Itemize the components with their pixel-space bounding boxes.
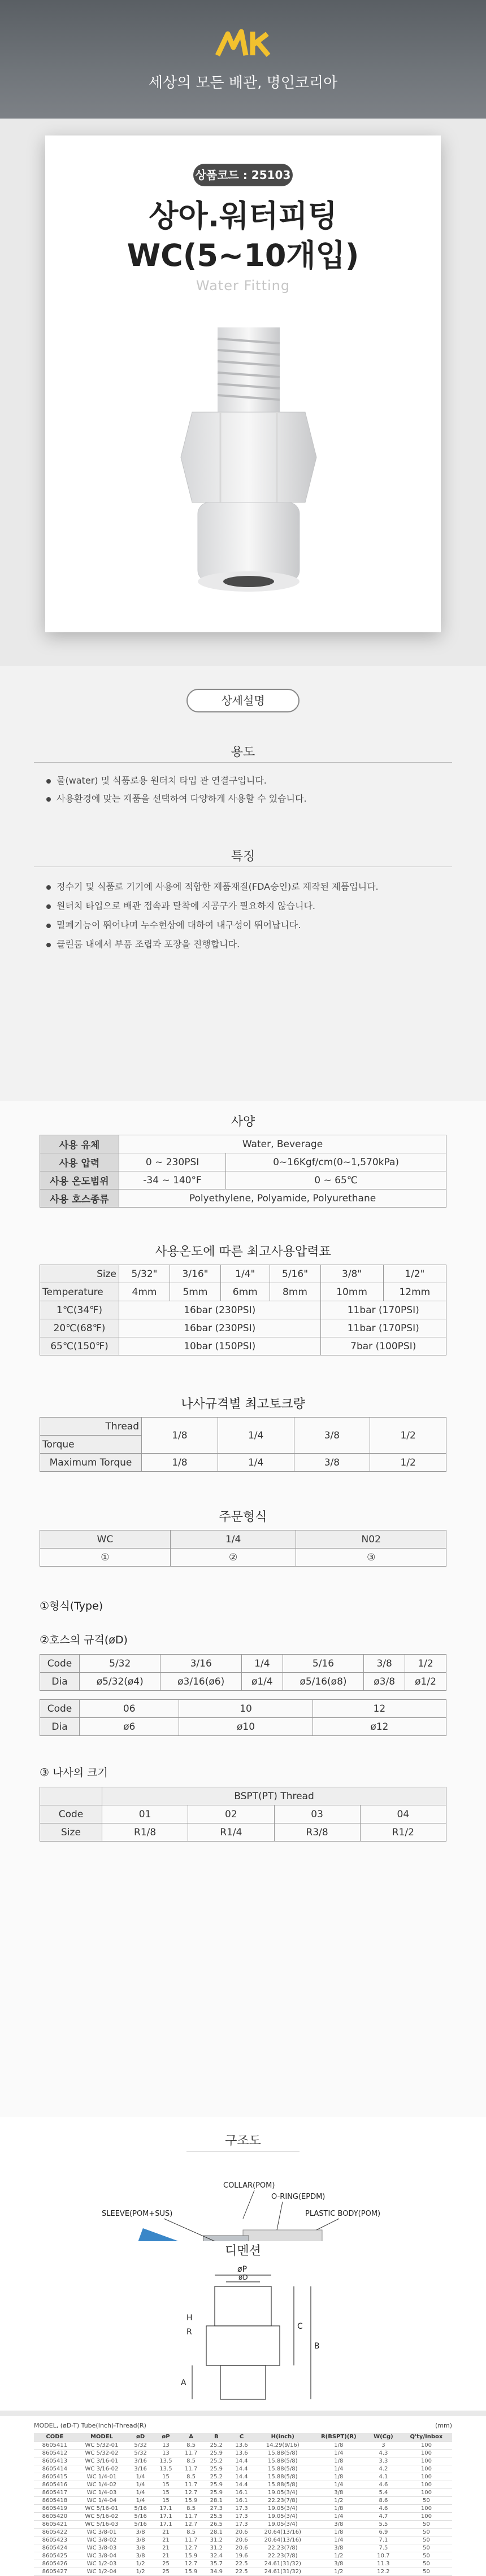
table-cell: 11.3 xyxy=(366,2560,401,2568)
table-row xyxy=(34,2473,452,2481)
feature-item: 원터치 타입으로 배관 접속과 탈착에 지공구가 필요하지 않습니다. xyxy=(46,899,315,912)
table-cell: 50 xyxy=(401,2520,452,2528)
table-cell: 31.2 xyxy=(203,2536,229,2544)
table-cell: 15 xyxy=(153,2481,179,2488)
table-cell: 14.4 xyxy=(229,2481,254,2488)
spec-title: 사양 xyxy=(231,1115,255,1129)
table-cell: 5/32 xyxy=(128,2441,153,2449)
thread-label: ③ 나사의 크기 xyxy=(40,1766,108,1779)
feature-item: 클린룸 내에서 부품 조립과 포장을 진행합니다. xyxy=(46,937,240,950)
label-sleeve: SLEEVE(POM+SUS) xyxy=(102,2210,173,2218)
table-cell: 4.1 xyxy=(366,2473,401,2481)
table-cell: 21 xyxy=(153,2552,179,2560)
table-cell: 1/2 xyxy=(128,2560,153,2568)
table-cell: 8605419 xyxy=(34,2504,76,2512)
table-cell: 19.6 xyxy=(229,2552,254,2560)
table-cell: 1/8 xyxy=(311,2441,366,2449)
svg-text:A: A xyxy=(181,2378,186,2387)
table-cell: 32.4 xyxy=(203,2552,229,2560)
model-header-cell: øP xyxy=(153,2433,179,2441)
detail-badge: 상세설명 xyxy=(186,689,300,712)
table-cell: 13.6 xyxy=(229,2449,254,2457)
table-cell: 22.23(7/8) xyxy=(254,2544,311,2552)
table-cell: 3/8 xyxy=(128,2528,153,2536)
svg-text:øD: øD xyxy=(238,2273,248,2281)
detail-section xyxy=(0,666,486,1101)
table-cell: 13.6 xyxy=(229,2441,254,2449)
table-cell: 8605411 xyxy=(34,2441,76,2449)
table-cell: 22.5 xyxy=(229,2560,254,2568)
table-cell: 5.5 xyxy=(366,2520,401,2528)
table-cell: 4.6 xyxy=(366,2504,401,2512)
table-cell: 31.2 xyxy=(203,2544,229,2552)
table-cell: 24.61(31/32) xyxy=(254,2560,311,2568)
table-cell: 15 xyxy=(153,2496,179,2504)
table-cell: 5/16 xyxy=(128,2520,153,2528)
table-cell: 11.7 xyxy=(179,2481,204,2488)
table-cell: 1/8 xyxy=(311,2528,366,2536)
table-cell: 20.64(13/16) xyxy=(254,2528,311,2536)
model-table xyxy=(34,2433,452,2576)
svg-text:H: H xyxy=(186,2313,193,2323)
model-header-cell: A xyxy=(179,2433,204,2441)
table-cell: 11.7 xyxy=(179,2465,204,2473)
table-cell: 4.2 xyxy=(366,2465,401,2473)
usage-item: 물(water) 및 식품로용 원터치 타입 관 연결구입니다. xyxy=(46,773,267,786)
table-cell: 25 xyxy=(153,2568,179,2575)
table-cell: 3/8 xyxy=(311,2520,366,2528)
table-row xyxy=(34,2481,452,2488)
table-cell: 8.6 xyxy=(366,2496,401,2504)
table-cell: 1/4 xyxy=(311,2536,366,2544)
table-cell: 15.9 xyxy=(179,2568,204,2575)
table-cell: 5/32 xyxy=(128,2449,153,2457)
table-cell: 8.5 xyxy=(179,2441,204,2449)
table-row xyxy=(34,2520,452,2528)
model-caption: MODEL, (øD-T) Tube(Inch)-Thread(R) xyxy=(34,2422,146,2429)
table-cell: 21 xyxy=(153,2528,179,2536)
table-cell: WC 5/16-02 xyxy=(76,2512,128,2520)
table-cell: WC 3/8-02 xyxy=(76,2536,128,2544)
table-cell: 100 xyxy=(401,2512,452,2520)
table-cell: 5/16 xyxy=(128,2512,153,2520)
table-cell: 1/2 xyxy=(128,2568,153,2575)
table-cell: 35.7 xyxy=(203,2560,229,2568)
table-cell: 25.5 xyxy=(203,2512,229,2520)
table-cell: 50 xyxy=(401,2544,452,2552)
table-cell: 28.1 xyxy=(203,2496,229,2504)
label-body: PLASTIC BODY(POM) xyxy=(305,2210,381,2218)
hose-table-mm: Code 06 10 12 Dia ø6 ø10 ø12 xyxy=(40,1699,446,1736)
torque-title: 나사규격별 최고토크량 xyxy=(181,1397,305,1411)
table-cell: 1/4 xyxy=(311,2449,366,2457)
table-cell: 1/8 xyxy=(311,2473,366,2481)
table-cell: 21 xyxy=(153,2544,179,2552)
table-cell: 3/16 xyxy=(128,2465,153,2473)
table-cell: 15 xyxy=(153,2488,179,2496)
table-cell: 5/16 xyxy=(128,2504,153,2512)
table-cell: 14.29(9/16) xyxy=(254,2441,311,2449)
table-cell: 17.1 xyxy=(153,2512,179,2520)
table-cell: 100 xyxy=(401,2465,452,2473)
table-cell: 1/2 xyxy=(311,2568,366,2575)
table-cell: 22.5 xyxy=(229,2568,254,2575)
table-cell: 8605415 xyxy=(34,2473,76,2481)
model-header-cell: R(BSPT)(R) xyxy=(311,2433,366,2441)
table-cell: 15.88(5/8) xyxy=(254,2481,311,2488)
table-cell: WC 1/4-02 xyxy=(76,2481,128,2488)
table-cell: 34.9 xyxy=(203,2568,229,2575)
table-cell: 25.9 xyxy=(203,2449,229,2457)
table-cell: 13 xyxy=(153,2441,179,2449)
table-row xyxy=(34,2512,452,2520)
pressure-table: Size 5/32" 3/16" 1/4" 5/16" 3/8" 1/2" Temperature 4mm 5mm 6mm 8mm 10mm 12mm 1℃(34℉) 16bar (230PSI) 11bar (170PSI) 20℃(68℉) 16bar (230PSI) 11bar (170PSI) 65℃(150℉) 10bar (150PSI) 7bar (100PSI) xyxy=(40,1265,446,1355)
table-cell: WC 1/4-04 xyxy=(76,2496,128,2504)
table-cell: 1/2 xyxy=(311,2496,366,2504)
dimension-drawing xyxy=(141,2258,345,2405)
table-cell: 1/4 xyxy=(311,2481,366,2488)
table-cell: 100 xyxy=(401,2449,452,2457)
table-cell: 1/2 xyxy=(311,2552,366,2560)
table-row xyxy=(34,2449,452,2457)
product-card xyxy=(45,135,441,632)
table-cell: 1/4 xyxy=(311,2512,366,2520)
table-cell: 50 xyxy=(401,2496,452,2504)
table-cell: 8605421 xyxy=(34,2520,76,2528)
table-cell: 8605417 xyxy=(34,2488,76,2496)
table-row xyxy=(34,2457,452,2465)
table-cell: 15 xyxy=(153,2473,179,2481)
table-cell: 50 xyxy=(401,2536,452,2544)
table-cell: 7.1 xyxy=(366,2536,401,2544)
table-cell: 8605425 xyxy=(34,2552,76,2560)
table-row xyxy=(34,2568,452,2575)
feature-item: 밀폐기능이 뛰어나며 누수현상에 대하여 내구성이 뛰어납니다. xyxy=(46,918,301,931)
table-cell: 15.88(5/8) xyxy=(254,2449,311,2457)
table-cell: 8605423 xyxy=(34,2536,76,2544)
table-cell: 11.7 xyxy=(179,2512,204,2520)
table-cell: 3/8 xyxy=(128,2536,153,2544)
table-cell: 8605426 xyxy=(34,2560,76,2568)
table-cell: 100 xyxy=(401,2457,452,2465)
table-cell: 50 xyxy=(401,2528,452,2536)
usage-heading: 용도 xyxy=(231,745,255,759)
table-cell: 15.88(5/8) xyxy=(254,2473,311,2481)
table-cell: 11.7 xyxy=(179,2449,204,2457)
table-cell: 12.7 xyxy=(179,2520,204,2528)
table-cell: 25.9 xyxy=(203,2488,229,2496)
table-row xyxy=(34,2465,452,2473)
table-cell: 17.1 xyxy=(153,2504,179,2512)
feature-item: 정수기 및 식품로 기기에 사용에 적합한 제품재질(FDA승인)로 제작된 제품입니다. xyxy=(46,880,379,893)
table-cell: 19.05(3/4) xyxy=(254,2512,311,2520)
table-cell: 1/4 xyxy=(128,2481,153,2488)
table-cell: 8.5 xyxy=(179,2504,204,2512)
product-title-line2: WC(5~10개입) xyxy=(127,238,359,273)
table-cell: 1/8 xyxy=(311,2457,366,2465)
table-cell: 25.2 xyxy=(203,2441,229,2449)
table-row xyxy=(34,2496,452,2504)
thread-table: BSPT(PT) Thread Code 01 02 03 04 Size R1/8 R1/4 R3/8 R1/2 xyxy=(40,1787,446,1842)
type-label: ①형식(Type) xyxy=(40,1600,103,1612)
table-row xyxy=(34,2528,452,2536)
table-row xyxy=(34,2552,452,2560)
table-cell: 4.3 xyxy=(366,2449,401,2457)
table-cell: 50 xyxy=(401,2568,452,2575)
table-row xyxy=(34,2488,452,2496)
table-row xyxy=(34,2441,452,2449)
table-cell: 8605416 xyxy=(34,2481,76,2488)
table-cell: 3/8 xyxy=(311,2560,366,2568)
model-header-cell: CODE xyxy=(34,2433,76,2441)
table-cell: WC 5/32-01 xyxy=(76,2441,128,2449)
table-cell: 19.05(3/4) xyxy=(254,2504,311,2512)
table-cell: 20.6 xyxy=(229,2528,254,2536)
table-cell: 8605414 xyxy=(34,2465,76,2473)
table-cell: 1/8 xyxy=(311,2504,366,2512)
product-code-badge: 상품코드 : 25103 xyxy=(193,164,293,186)
table-cell: WC 1/4-03 xyxy=(76,2488,128,2496)
table-cell: 14.4 xyxy=(229,2457,254,2465)
table-cell: 8605412 xyxy=(34,2449,76,2457)
table-cell: WC 1/4-01 xyxy=(76,2473,128,2481)
table-cell: 4.7 xyxy=(366,2512,401,2520)
model-header-cell: W(Cg) xyxy=(366,2433,401,2441)
brand-slogan: 세상의 모든 배관, 명인코리아 xyxy=(148,75,338,91)
table-cell: 1/4 xyxy=(128,2496,153,2504)
table-cell: 26.5 xyxy=(203,2520,229,2528)
table-cell: 8605422 xyxy=(34,2528,76,2536)
table-cell: 1/4 xyxy=(128,2488,153,2496)
table-cell: 14.4 xyxy=(229,2473,254,2481)
table-cell: WC 5/32-02 xyxy=(76,2449,128,2457)
table-cell: 100 xyxy=(401,2473,452,2481)
brand-logo xyxy=(212,28,274,61)
table-cell: 20.6 xyxy=(229,2544,254,2552)
table-cell: 8.5 xyxy=(179,2473,204,2481)
table-cell: 12.7 xyxy=(179,2544,204,2552)
table-cell: 15.9 xyxy=(179,2496,204,2504)
table-cell: 6.9 xyxy=(366,2528,401,2536)
table-cell: 100 xyxy=(401,2504,452,2512)
svg-text:B: B xyxy=(314,2342,320,2351)
table-cell: WC 3/8-03 xyxy=(76,2544,128,2552)
table-cell: 1/4 xyxy=(128,2473,153,2481)
table-row xyxy=(34,2544,452,2552)
table-cell: 25 xyxy=(153,2560,179,2568)
table-cell: 8605420 xyxy=(34,2512,76,2520)
table-cell: 24.61(31/32) xyxy=(254,2568,311,2575)
model-header-cell: B xyxy=(203,2433,229,2441)
table-cell: 21 xyxy=(153,2536,179,2544)
hose-label: ②호스의 규격(øD) xyxy=(40,1634,128,1646)
model-unit: (mm) xyxy=(435,2422,452,2429)
table-cell: WC 3/8-04 xyxy=(76,2552,128,2560)
table-cell: 7.5 xyxy=(366,2544,401,2552)
table-cell: 22.23(7/8) xyxy=(254,2496,311,2504)
dimension-section xyxy=(0,2241,486,2411)
table-cell: 20.6 xyxy=(229,2536,254,2544)
label-collar: COLLAR(POM) xyxy=(223,2181,275,2190)
table-cell: 17.1 xyxy=(153,2520,179,2528)
feature-heading: 특징 xyxy=(231,850,255,864)
table-cell: 16.1 xyxy=(229,2488,254,2496)
model-header-cell: Q'ty/Inbox xyxy=(401,2433,452,2441)
table-cell: 16.1 xyxy=(229,2496,254,2504)
usage-item: 사용환경에 맞는 제품을 선택하여 다양하게 사용할 수 있습니다. xyxy=(46,791,307,804)
table-cell: 5.4 xyxy=(366,2488,401,2496)
order-table: WC 1/4 N02 ① ② ③ xyxy=(40,1530,446,1567)
table-cell: 20.64(13/16) xyxy=(254,2536,311,2544)
table-cell: WC 5/16-01 xyxy=(76,2504,128,2512)
table-cell: 13 xyxy=(153,2449,179,2457)
hose-table-inch: Code 5/32 3/16 1/4 5/16 3/8 1/2 Dia ø5/32(ø4) ø3/16(ø6) ø1/4 ø5/16(ø8) ø3/8 ø1/2 xyxy=(40,1654,446,1691)
table-cell: 14.4 xyxy=(229,2465,254,2473)
table-cell: 25.9 xyxy=(203,2465,229,2473)
model-header-cell: MODEL xyxy=(76,2433,128,2441)
table-row xyxy=(34,2560,452,2568)
table-cell: WC 3/16-01 xyxy=(76,2457,128,2465)
model-header-cell: øD xyxy=(128,2433,153,2441)
table-cell: 3/8 xyxy=(128,2552,153,2560)
table-cell: 100 xyxy=(401,2488,452,2496)
table-cell: 17.3 xyxy=(229,2520,254,2528)
table-cell: 19.05(3/4) xyxy=(254,2520,311,2528)
table-cell: 25.2 xyxy=(203,2473,229,2481)
table-cell: 10.7 xyxy=(366,2552,401,2560)
table-cell: 8605418 xyxy=(34,2496,76,2504)
table-cell: WC 1/2-04 xyxy=(76,2568,128,2575)
model-section xyxy=(0,2416,486,2576)
table-cell: 12.2 xyxy=(366,2568,401,2575)
model-header-cell: C xyxy=(229,2433,254,2441)
model-header-cell: H(inch) xyxy=(254,2433,311,2441)
structure-title: 구조도 xyxy=(225,2134,261,2148)
order-title: 주문형식 xyxy=(219,1510,267,1524)
table-cell: WC 1/2-03 xyxy=(76,2560,128,2568)
svg-text:øP: øP xyxy=(237,2265,248,2274)
table-cell: 50 xyxy=(401,2552,452,2560)
table-cell: WC 3/16-02 xyxy=(76,2465,128,2473)
table-cell: 13.5 xyxy=(153,2457,179,2465)
table-cell: 25.9 xyxy=(203,2481,229,2488)
table-cell: WC 3/8-01 xyxy=(76,2528,128,2536)
table-cell: 3.3 xyxy=(366,2457,401,2465)
spec-table: 사용 유체 Water, Beverage 사용 압력 0 ~ 230PSI 0~16Kgf/cm(0~1,570kPa) 사용 온도범위 -34 ~ 140°F 0 ~ 65℃ 사용 호스종류 Polyethylene, Polyamide, Polyurethane xyxy=(40,1135,446,1208)
table-cell: 17.3 xyxy=(229,2504,254,2512)
table-cell: WC 5/16-03 xyxy=(76,2520,128,2528)
table-cell: 15.88(5/8) xyxy=(254,2465,311,2473)
svg-text:R: R xyxy=(186,2328,192,2337)
product-title-line1: 상아.워터피팅 xyxy=(149,198,337,234)
table-cell: 28.1 xyxy=(203,2528,229,2536)
table-cell: 3/8 xyxy=(128,2544,153,2552)
table-cell: 100 xyxy=(401,2441,452,2449)
table-cell: 19.05(3/4) xyxy=(254,2488,311,2496)
table-cell: 8605427 xyxy=(34,2568,76,2575)
table-cell: 50 xyxy=(401,2560,452,2568)
pressure-title: 사용온도에 따른 최고사용압력표 xyxy=(155,1245,331,1259)
table-cell: 3/16 xyxy=(128,2457,153,2465)
label-oring: O-RING(EPDM) xyxy=(271,2193,326,2201)
table-cell: 8605424 xyxy=(34,2544,76,2552)
product-subtitle: Water Fitting xyxy=(196,278,290,294)
table-cell: 3/8 xyxy=(311,2488,366,2496)
table-cell: 15.88(5/8) xyxy=(254,2457,311,2465)
table-cell: 12.7 xyxy=(179,2488,204,2496)
table-cell: 17.3 xyxy=(229,2512,254,2520)
table-cell: 27.3 xyxy=(203,2504,229,2512)
table-cell: 1/4 xyxy=(311,2465,366,2473)
svg-text:C: C xyxy=(297,2322,303,2331)
table-cell: 22.23(7/8) xyxy=(254,2552,311,2560)
table-cell: 8.5 xyxy=(179,2528,204,2536)
table-cell: 3 xyxy=(366,2441,401,2449)
hero-banner xyxy=(0,0,486,119)
divider xyxy=(34,762,452,763)
table-cell: 3/8 xyxy=(311,2544,366,2552)
table-cell: 8605413 xyxy=(34,2457,76,2465)
table-cell: 12.7 xyxy=(179,2560,204,2568)
table-row xyxy=(34,2536,452,2544)
spec-section xyxy=(0,1101,486,2117)
table-cell: 25.2 xyxy=(203,2457,229,2465)
table-cell: 8.5 xyxy=(179,2457,204,2465)
table-cell: 13.5 xyxy=(153,2465,179,2473)
table-cell: 4.6 xyxy=(366,2481,401,2488)
product-image xyxy=(158,316,339,610)
torque-table: Thread 1/8 1/4 3/8 1/2 Torque Maximum Torque 1/8 1/4 3/8 1/2 xyxy=(40,1417,446,1472)
table-cell: 11.7 xyxy=(179,2536,204,2544)
table-row xyxy=(34,2504,452,2512)
table-cell: 100 xyxy=(401,2481,452,2488)
dimension-title: 디멘션 xyxy=(225,2244,261,2258)
table-cell: 15.9 xyxy=(179,2552,204,2560)
